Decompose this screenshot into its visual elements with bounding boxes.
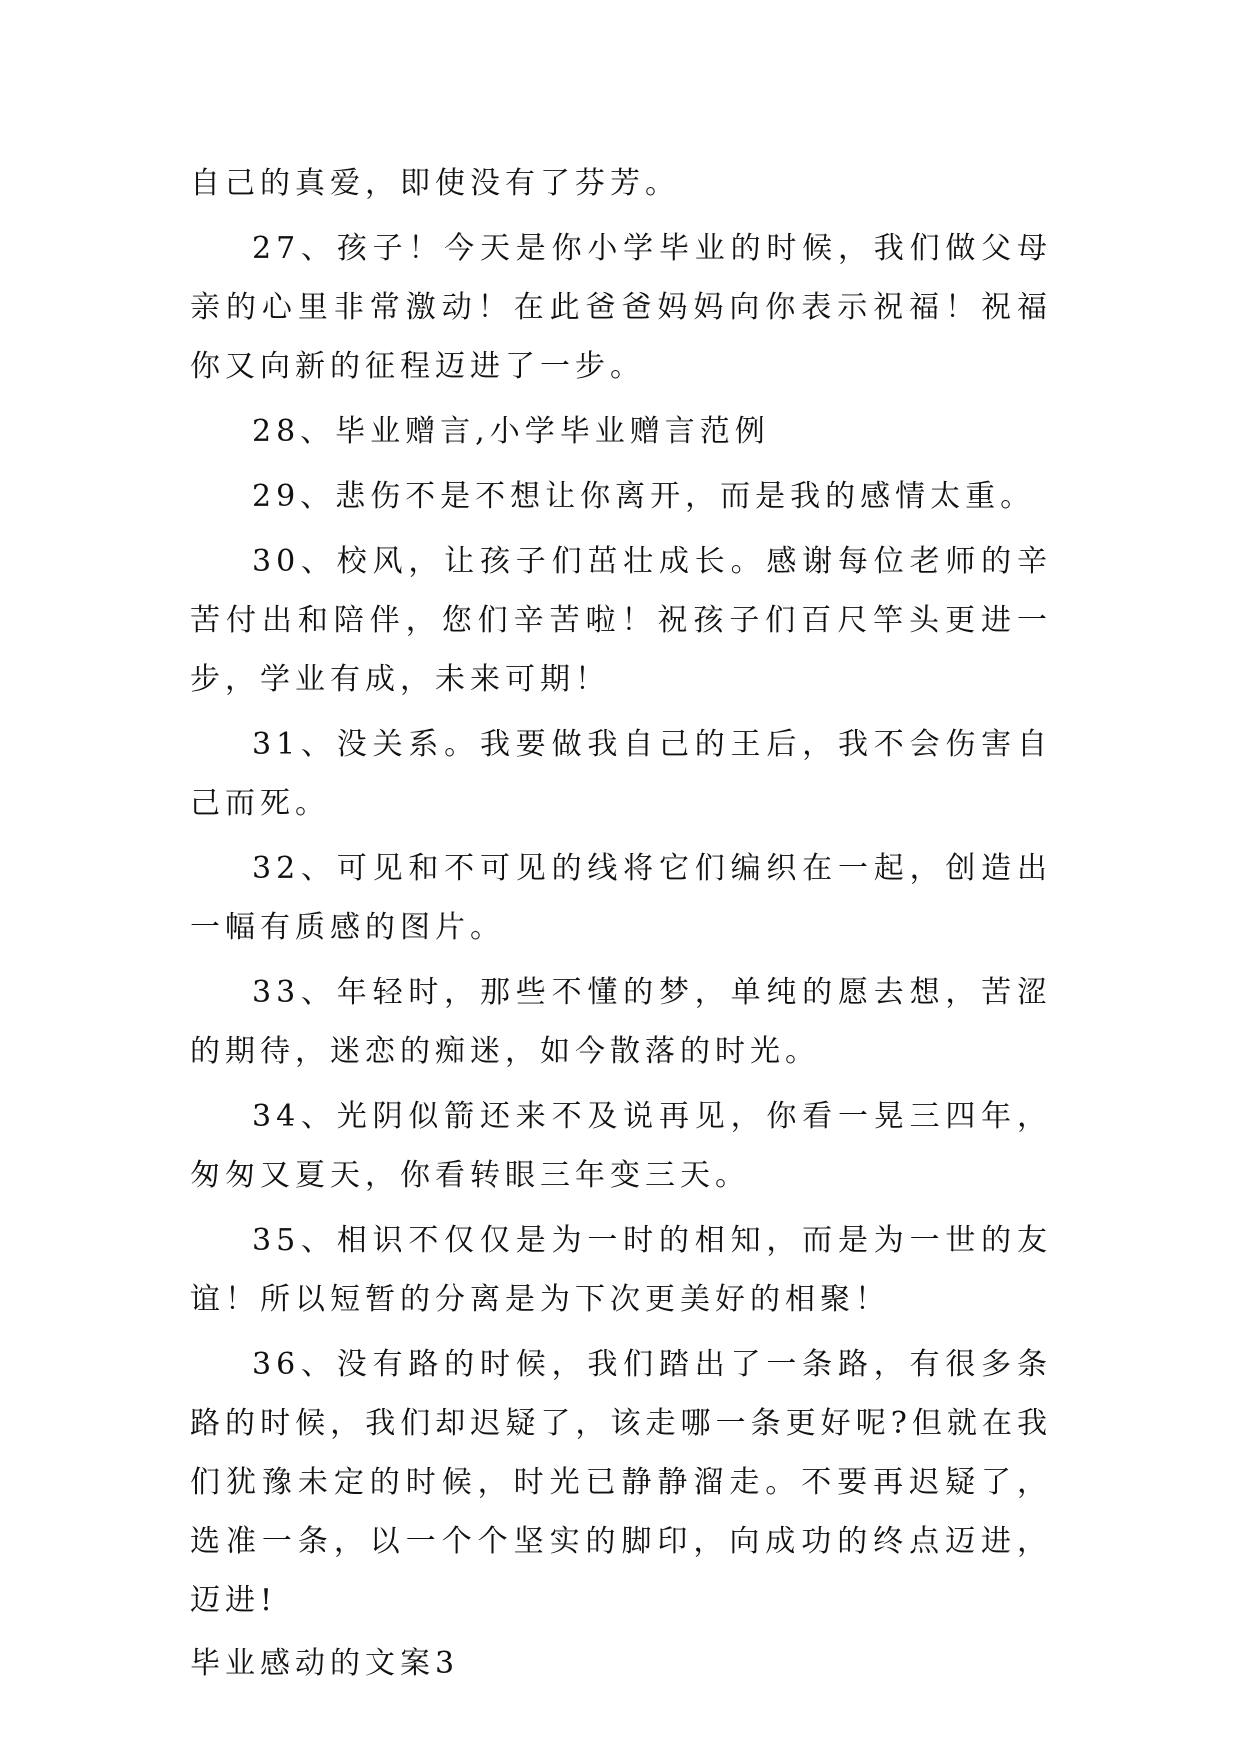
- paragraph-32: 32、可见和不可见的线将它们编织在一起，创造出一幅有质感的图片。: [190, 851, 1052, 945]
- paragraph-34: 34、光阴似箭还来不及说再见，你看一晃三四年，匆匆又夏天，你看转眼三年变三天。: [190, 1099, 1052, 1193]
- paragraph-27: 27、孩子！今天是你小学毕业的时候，我们做父母亲的心里非常激动！在此爸爸妈妈向你表示祝福！祝福你又向新的征程迈进了一步。: [190, 231, 1052, 384]
- paragraph-continuation: 自己的真爱，即使没有了芬芳。: [190, 166, 680, 201]
- paragraph-35: 35、相识不仅仅是为一时的相知，而是为一世的友谊！所以短暂的分离是为下次更美好的相聚！: [190, 1223, 1052, 1317]
- paragraph-30: 30、校风，让孩子们茁壮成长。感谢每位老师的辛苦付出和陪伴，您们辛苦啦！祝孩子们百尺竿头更进一步，学业有成，未来可期！: [190, 544, 1052, 697]
- paragraph-36: 36、没有路的时候，我们踏出了一条路，有很多条路的时候，我们却迟疑了，该走哪一条更好呢?但就在我们犹豫未定的时候，时光已静静溜走。不要再迟疑了，选准一条，以一个个坚实的脚印，向成功的终点迈进，迈进!: [190, 1347, 1052, 1618]
- document-body: [190, 154, 1052, 1692]
- paragraph-28: 28、毕业赠言,小学毕业赠言范例: [252, 414, 770, 449]
- paragraph-33: 33、年轻时，那些不懂的梦，单纯的愿去想，苦涩的期待，迷恋的痴迷，如今散落的时光。: [190, 975, 1052, 1069]
- paragraph-31: 31、没关系。我要做我自己的王后，我不会伤害自己而死。: [190, 727, 1052, 821]
- section-title: 毕业感动的文案3: [190, 1646, 460, 1681]
- paragraph-29: 29、悲伤不是不想让你离开，而是我的感情太重。: [252, 479, 1036, 514]
